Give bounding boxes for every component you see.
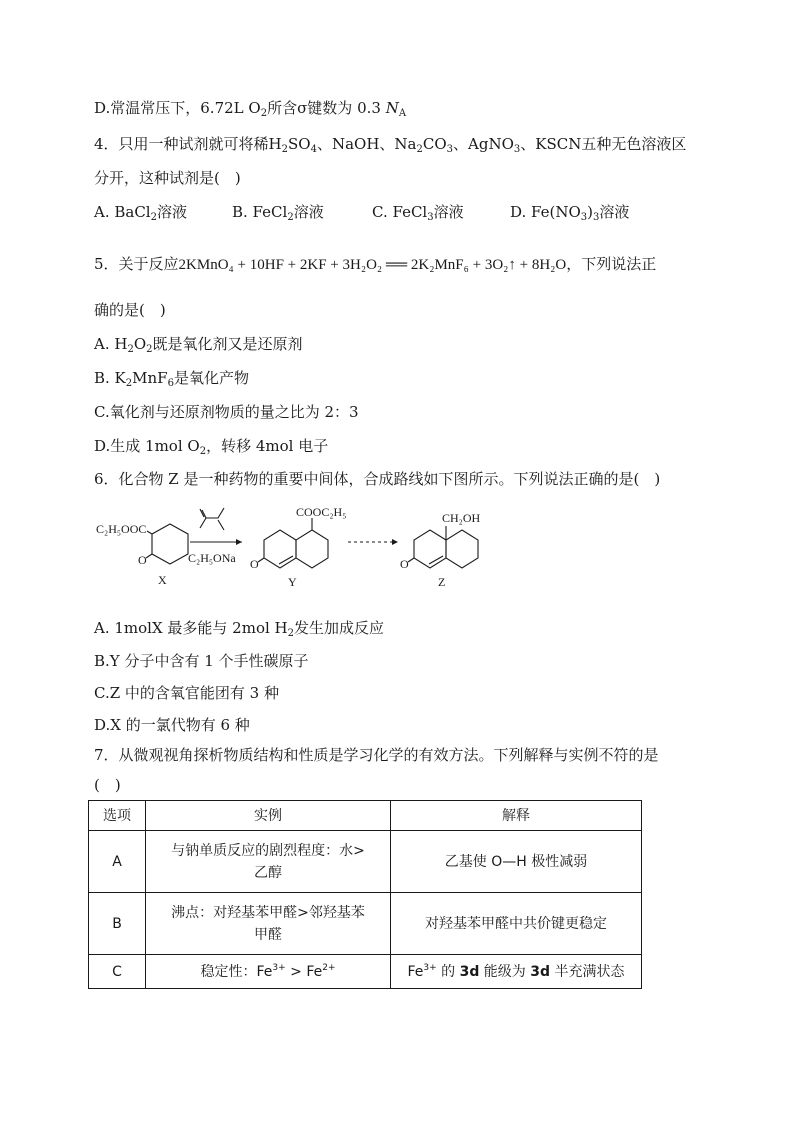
q4-stem-part: 4．只用一种试剂就可将稀H [94,135,282,153]
q4-option-c-text2: 溶液 [433,203,464,221]
q6-option-a-part: A. 1molX 最多能与 2mol H [94,619,288,637]
reaction-arrow-2-head [392,539,398,545]
q5-stem-part: ，下列说法正 [566,255,657,273]
table-row [89,831,642,893]
q7-stem: 7．从微观视角探析物质结构和性质是学习化学的有效方法。下列解释与实例不符的是 [94,746,659,764]
q3-option-d: D.常温常压下，6.72L $O_2$所含σ键数为 0.3 $N_A$ [94,99,407,119]
q4-option-d-text2: (NO [549,203,581,221]
q4-option-c-text: C. FeCl [372,203,428,221]
q5-option-c: C.氧化剂与还原剂物质的量之比为 2：3 [94,403,359,421]
row-option: B [89,893,146,955]
q5-option-d-part: ，转移 4mol 电子 [206,437,329,455]
row-option: A [89,831,146,893]
q7-stem-continued: ( ) [94,776,121,794]
q4-stem-part: 、KSCN五种无色溶液区 [520,135,687,153]
row-explanation-part: 3d [459,963,480,980]
compound-z-label: Z [438,575,446,589]
header-option: 选项 [89,801,146,831]
compound-z-group-label: CH₂OH [442,511,481,525]
row-explanation-part: 3d [530,963,551,980]
avogadro-subscript: A [398,108,407,119]
q6-option-a: A. 1molX 最多能与 2mol $H_2$发生加成反应 [94,619,385,639]
table-row [89,955,642,989]
q4-option-a-text2: 溶液 [156,203,187,221]
charge-superscript: 2+ [322,962,336,973]
q5-option-a: A. $H_2O_2$既是氧化剂又是还原剂 [94,335,303,355]
compound-z-oxygen-label: O [400,557,409,571]
reagent-mvk-structure [200,508,224,530]
row-option: C [89,955,146,989]
synthesis-scheme-diagram [94,500,534,592]
q6-option-a-part: 发生加成反应 [294,619,385,637]
q5-equation: 2KMnO₄ + 10HF + 2KF + 3H₂O₂ ══ 2K₂MnF₆ + 3O₂↑ + 8H₂O [178,257,567,273]
row-example-line: 与钠单质反应的剧烈程度：水> [171,842,365,859]
compound-x-oxygen-label: O [138,553,147,567]
compound-x-structure [146,524,188,564]
q5-option-b: B. $K_2MnF_6$是氧化产物 [94,369,249,389]
q4-stem-part: 、NaOH、Na [316,135,417,153]
q4-stem-part: SO [288,135,311,153]
row-explanation: 乙基使 O—H 极性减弱 [391,831,642,893]
q4-stem-part: 、AgNO [453,135,514,153]
charge-superscript: 3+ [423,962,437,973]
q5-option-a-part: A. H [94,335,128,353]
q4-stem: 4．只用一种试剂就可将稀$H_2SO_4$、NaOH、$Na_2CO_3$、AgNO$_3$、KSCN五种无色溶液区 [94,135,687,155]
q5-stem [94,254,656,275]
row-explanation [391,955,642,989]
row-explanation-part: 的 [436,963,460,980]
q6-option-b: B.Y 分子中含有 1 个手性碳原子 [94,652,309,670]
q4-option-d-text3: ) [587,203,594,221]
compound-z-structure [408,526,478,568]
q5-option-b-part: 是氧化产物 [173,369,249,387]
q4-option-b-text: B. FeCl [232,203,288,221]
compound-x-ester-label: C₂H₅OOC [96,522,147,536]
q4-option-b: B. FeCl$_2$溶液 [232,203,324,223]
q4-option-c: C. FeCl$_3$溶液 [372,203,464,223]
avogadro-symbol: N [385,99,399,117]
q4-option-b-text2: 溶液 [293,203,324,221]
q3-option-d-text: D.常温常压下，6.72L O [94,99,261,117]
row-example [146,955,391,989]
compound-x-label: X [158,573,167,587]
q3-option-d-text2: 所含σ键数为 0.3 [267,99,386,117]
q5-option-a-part: 既是氧化剂又是还原剂 [152,335,303,353]
table-header-row [89,801,642,831]
row-explanation-part: Fe [407,963,424,980]
q6-option-c: C.Z 中的含氧官能团有 3 种 [94,684,279,702]
q6-stem: 6．化合物 Z 是一种药物的重要中间体，合成路线如下图所示。下列说法正确的是( ) [94,470,661,488]
header-explanation: 解释 [391,801,642,831]
row-explanation-part: 半充满状态 [550,963,625,980]
row-explanation: 对羟基苯甲醛中共价键更稳定 [391,893,642,955]
q6-option-d: D.X 的一氯代物有 6 种 [94,716,250,734]
q4-option-d: D. $Fe(NO_3)_3$溶液 [510,203,630,223]
row-example-line: 沸点：对羟基苯甲醛>邻羟基苯 [171,904,365,921]
q5-option-b-part: B. K [94,369,126,387]
reaction-arrow-1-head [236,539,242,545]
reagent-label: C₂H₅ONa [188,551,236,565]
q4-option-d-text: D. Fe [510,203,550,221]
header-example: 实例 [146,801,391,831]
q5-stem-part: 5．关于反应 [94,255,179,273]
q4-stem-continued: 分开，这种试剂是( ) [94,169,241,187]
q5-option-d-part: D.生成 1mol O [94,437,200,455]
table-row [89,893,642,955]
row-example-part: 稳定性：Fe [200,963,273,980]
q5-stem-continued: 确的是( ) [94,301,166,319]
q5-option-d: D.生成 1mol $O_2$，转移 4mol 电子 [94,437,329,457]
row-example [146,831,391,893]
row-explanation-part: 能级为 [479,963,531,980]
compound-y-label: Y [288,575,297,589]
compound-y-structure [258,518,328,568]
row-example-line: 乙醇 [254,864,282,881]
q7-table [88,800,642,989]
q4-option-d-text4: 溶液 [599,203,630,221]
charge-superscript: 3+ [272,962,286,973]
row-example [146,893,391,955]
compound-y-oxygen-label: O [250,557,259,571]
compound-y-ester-label: COOC₂H₅ [296,505,347,519]
q4-stem-part: CO [422,135,447,153]
q5-option-a-part: O [133,335,147,353]
q4-option-a-text: A. BaCl [94,203,151,221]
q4-option-a: A. BaCl$_2$溶液 [94,203,187,223]
row-example-part: > Fe [285,963,323,980]
q5-option-b-part: MnF [132,369,168,387]
row-example-line: 甲醛 [254,926,282,943]
